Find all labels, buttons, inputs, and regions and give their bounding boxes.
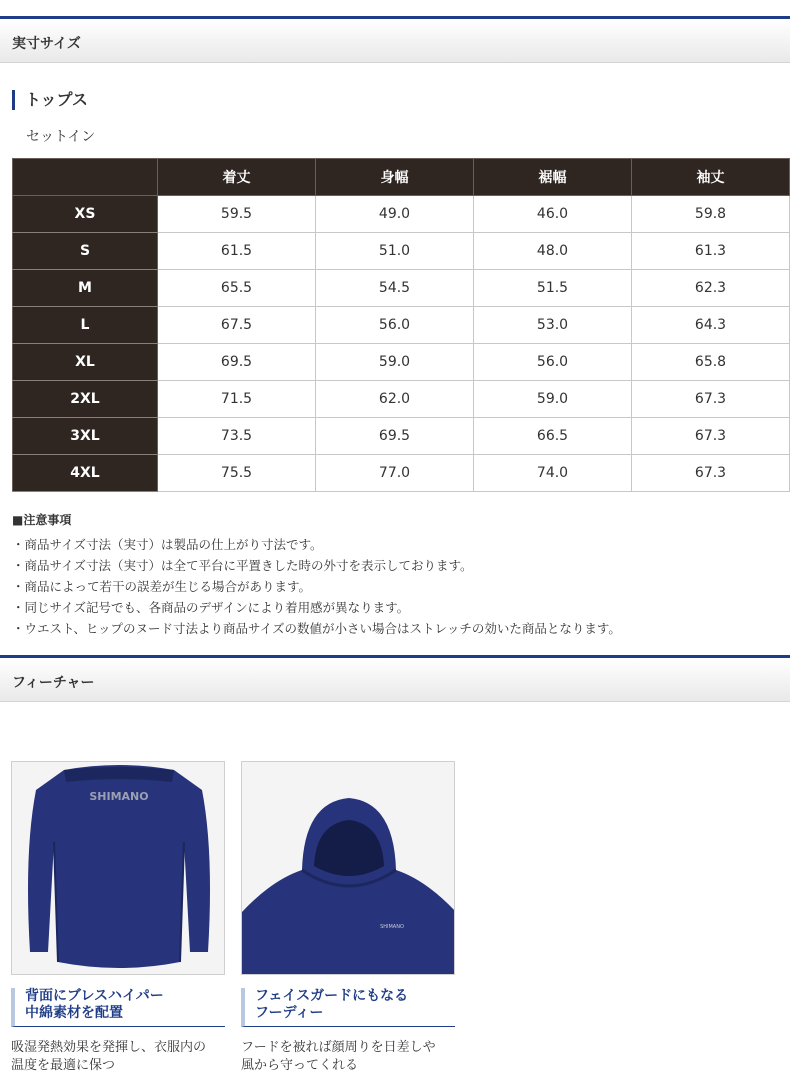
feature-heading — [241, 988, 455, 1027]
measurement-cell: 59.8 — [632, 196, 790, 233]
measurement-cell: 56.0 — [474, 344, 632, 381]
feature-description — [11, 1039, 225, 1075]
fit-label: セットイン — [26, 129, 96, 145]
feature-heading-line: フェイスガードにもなる — [255, 988, 409, 1004]
measurement-cell: 62.0 — [316, 381, 474, 418]
notes-list — [12, 534, 782, 639]
note-item: ・ 同じサイズ記号でも、各商品のデザインにより着用感が異なります。 — [12, 597, 782, 618]
size-label-cell: XL — [13, 344, 158, 381]
measurement-cell: 61.3 — [632, 233, 790, 270]
feature-heading-line: 中綿素材を配置 — [25, 1005, 123, 1021]
table-row — [13, 381, 790, 418]
size-label-cell: L — [13, 307, 158, 344]
measurement-cell: 67.3 — [632, 418, 790, 455]
measurement-cell: 46.0 — [474, 196, 632, 233]
feature-image-back — [11, 761, 225, 975]
note-item: ・ 商品によって若干の誤差が生じる場合があります。 — [12, 576, 782, 597]
size-label-cell: M — [13, 270, 158, 307]
measurement-cell: 51.0 — [316, 233, 474, 270]
size-section-header — [0, 16, 790, 63]
table-row — [13, 270, 790, 307]
measurement-cell: 71.5 — [158, 381, 316, 418]
measurement-cell: 54.5 — [316, 270, 474, 307]
measurement-cell: 69.5 — [158, 344, 316, 381]
feature-desc-line: 吸湿発熱効果を発揮し、衣服内の — [11, 1040, 207, 1055]
measurement-cell: 66.5 — [474, 418, 632, 455]
feature-card — [241, 761, 455, 1075]
note-item: ・ 商品サイズ寸法（実寸）は全て平台に平置きした時の外寸を表示しております。 — [12, 555, 782, 576]
feature-desc-line: 温度を最適に保つ — [11, 1058, 116, 1073]
measurement-cell: 62.3 — [632, 270, 790, 307]
size-label-cell: 3XL — [13, 418, 158, 455]
table-row — [13, 344, 790, 381]
size-table — [12, 158, 790, 492]
feature-desc-line: 風から守ってくれる — [241, 1058, 359, 1073]
table-row — [13, 418, 790, 455]
feature-section-title: フィーチャー — [12, 675, 95, 691]
hoodie-hood-illustration — [242, 762, 455, 975]
table-column-header: 袖丈 — [632, 159, 790, 196]
feature-heading-line: 背面にブレスハイパー — [25, 988, 164, 1004]
table-column-header: 身幅 — [316, 159, 474, 196]
table-row — [13, 233, 790, 270]
feature-heading-line: フーディー — [255, 1005, 324, 1021]
size-table-header-row — [13, 159, 790, 196]
note-item: ・ ウエスト、ヒップのヌード寸法より商品サイズの数値が小さい場合はストレッチの効いた商品となります。 — [12, 618, 782, 639]
hoodie-back-illustration — [12, 762, 225, 975]
measurement-cell: 51.5 — [474, 270, 632, 307]
notes-title: ■注意事項 — [12, 513, 72, 527]
size-label-cell: 2XL — [13, 381, 158, 418]
feature-description — [241, 1039, 455, 1075]
size-label-cell: 4XL — [13, 455, 158, 492]
measurement-cell: 64.3 — [632, 307, 790, 344]
size-label-cell: XS — [13, 196, 158, 233]
shimano-logo-back: SHIMANO — [89, 790, 149, 803]
measurement-cell: 67.3 — [632, 381, 790, 418]
measurement-cell: 56.0 — [316, 307, 474, 344]
measurement-cell: 59.0 — [316, 344, 474, 381]
measurement-cell: 65.5 — [158, 270, 316, 307]
table-column-header: 裾幅 — [474, 159, 632, 196]
measurement-cell: 69.5 — [316, 418, 474, 455]
shimano-logo-front: SHIMANO — [380, 924, 404, 930]
measurement-cell: 77.0 — [316, 455, 474, 492]
measurement-cell: 75.5 — [158, 455, 316, 492]
measurement-cell: 65.8 — [632, 344, 790, 381]
measurement-cell: 73.5 — [158, 418, 316, 455]
measurement-cell: 49.0 — [316, 196, 474, 233]
measurement-cell: 59.5 — [158, 196, 316, 233]
table-row — [13, 455, 790, 492]
measurement-cell: 67.5 — [158, 307, 316, 344]
measurement-cell: 67.3 — [632, 455, 790, 492]
feature-desc-line: フードを被れば顔周りを日差しや — [241, 1040, 436, 1055]
feature-image-hood — [241, 761, 455, 975]
size-label-cell: S — [13, 233, 158, 270]
feature-section-header — [0, 655, 790, 702]
table-column-header: 着丈 — [158, 159, 316, 196]
note-item: ・ 商品サイズ寸法（実寸）は製品の仕上がり寸法です。 — [12, 534, 782, 555]
tops-subtitle: トップス — [12, 90, 88, 110]
measurement-cell: 53.0 — [474, 307, 632, 344]
table-corner-cell — [13, 159, 158, 196]
feature-heading — [11, 988, 225, 1027]
size-section-title: 実寸サイズ — [12, 36, 81, 52]
table-row — [13, 196, 790, 233]
table-row — [13, 307, 790, 344]
measurement-cell: 74.0 — [474, 455, 632, 492]
measurement-cell: 61.5 — [158, 233, 316, 270]
feature-card — [11, 761, 225, 1075]
measurement-cell: 59.0 — [474, 381, 632, 418]
notes-block — [12, 511, 782, 639]
measurement-cell: 48.0 — [474, 233, 632, 270]
